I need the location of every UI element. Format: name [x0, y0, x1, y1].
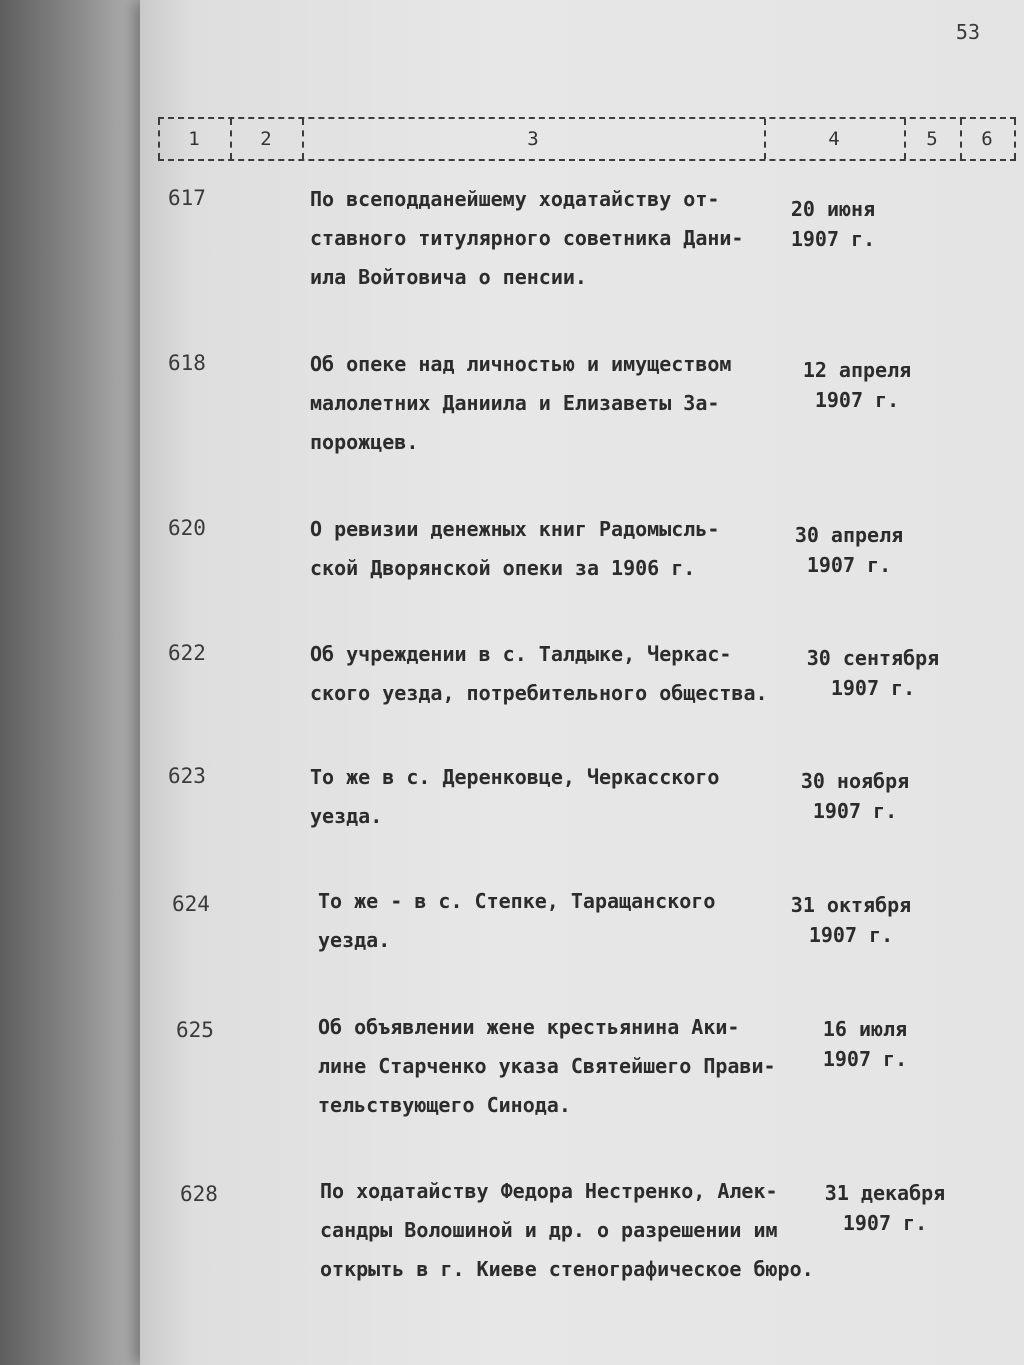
entry-date: 31 октября 1907 г.: [790, 893, 912, 947]
entry-number: 618: [168, 351, 206, 375]
entry-number: 622: [168, 641, 206, 665]
entry-number: 617: [168, 186, 206, 210]
entry-text: По всеподданейшему ходатайству от- ставного титулярного советника Дани- ила Войтовича о пенсии.: [310, 187, 744, 289]
entry-date: 30 апреля 1907 г.: [794, 523, 904, 577]
entry-text: То же в с. Деренковце, Черкасского уезда.: [310, 765, 720, 828]
entry-date: 16 июля 1907 г.: [822, 1017, 908, 1071]
book-binding-shadow: [0, 0, 150, 1365]
entry-text: Об учреждении в с. Талдыке, Черкас- ского уезда, потребительного общества.: [310, 642, 768, 705]
table-header-row: [158, 117, 1016, 161]
header-column-4: 4: [828, 128, 840, 150]
entry-number: 623: [168, 764, 206, 788]
page-number: 53: [955, 20, 980, 44]
entry-text: По ходатайству Федора Нестренко, Алек- сандры Волошиной и др. о разрешении им открыть в г. Киеве стенографическое бюро.: [320, 1179, 814, 1281]
header-column-3: 3: [527, 128, 539, 150]
header-column-1: 1: [188, 128, 200, 150]
entry-text: Об объявлении жене крестьянина Аки- лине Старченко указа Святейшего Прави- тельствующего Синода.: [318, 1015, 776, 1117]
entry-text: О ревизии денежных книг Радомысль- ской Дворянской опеки за 1906 г.: [310, 517, 720, 580]
entry-number: 628: [180, 1182, 218, 1206]
header-column-2: 2: [260, 128, 272, 150]
entry-text: То же - в с. Степке, Таращанского уезда.: [318, 889, 716, 952]
header-column-5: 5: [926, 128, 938, 150]
entry-date: 31 декабря 1907 г.: [824, 1181, 946, 1235]
entry-date: 30 ноября 1907 г.: [800, 769, 910, 823]
header-separator: [1014, 119, 1016, 159]
entry-text: Об опеке над личностью и имуществом малолетних Даниила и Елизаветы За- порожцев.: [310, 352, 732, 454]
entry-number: 625: [176, 1018, 214, 1042]
entry-number: 620: [168, 516, 206, 540]
entry-date: 20 июня 1907 г.: [790, 197, 876, 251]
header-column-6: 6: [981, 128, 993, 150]
entry-number: 624: [172, 892, 210, 916]
entry-date: 30 сентября 1907 г.: [806, 646, 940, 700]
entry-date: 12 апреля 1907 г.: [802, 358, 912, 412]
